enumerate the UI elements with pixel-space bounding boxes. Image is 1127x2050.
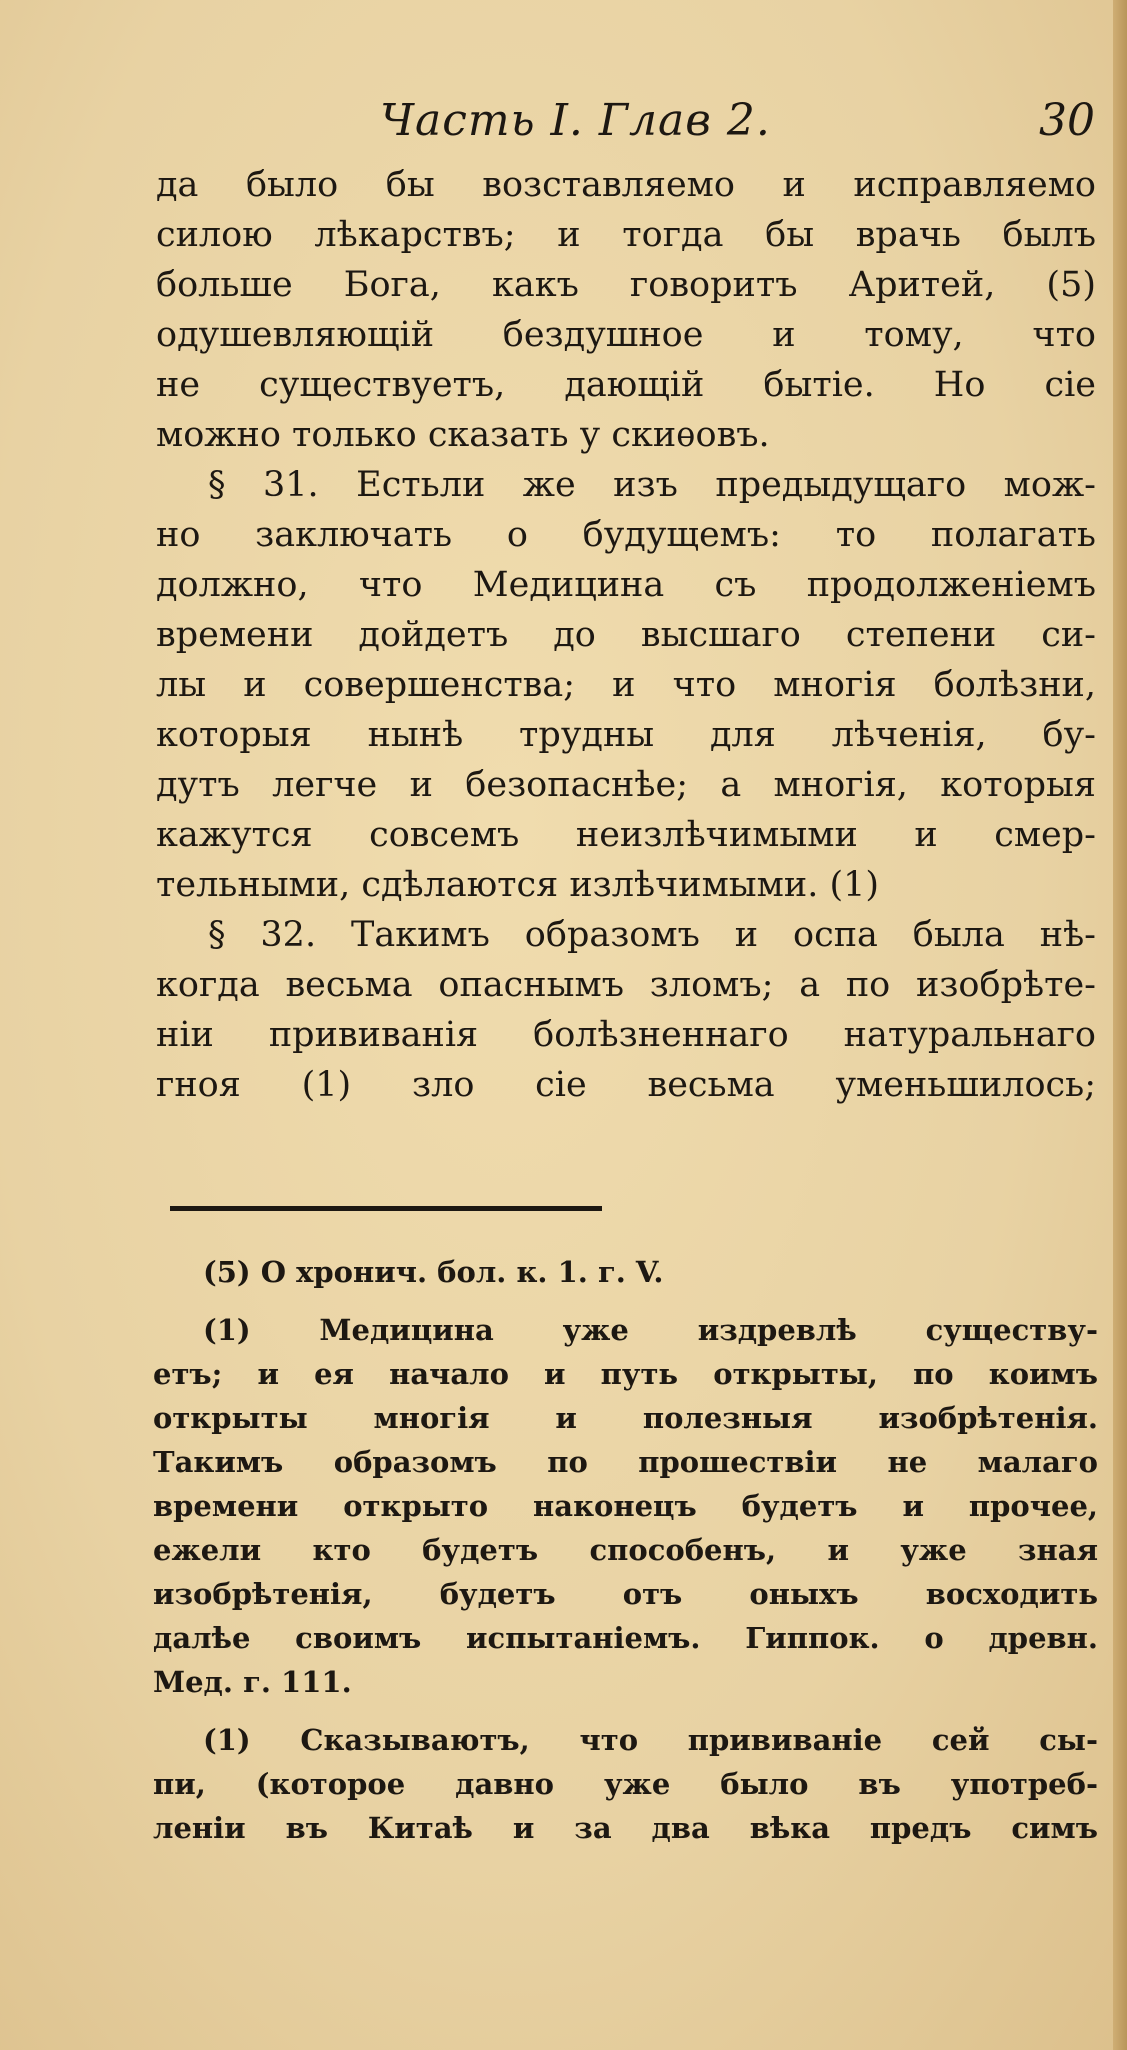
footnote-1b-line: (1) Сказываютъ, что прививаніе сей сы- — [203, 1723, 1098, 1757]
page-edge — [1113, 0, 1127, 2050]
text-line: ніи прививанія болѣзненнаго натуральнаго — [156, 1015, 1096, 1055]
running-header — [380, 95, 1110, 155]
text-line: силою лѣкарствъ; и тогда бы врачь былъ — [156, 215, 1096, 255]
text-line: но заключать о будущемъ: то полагать — [156, 515, 1096, 555]
footnote-1a-line: открыты многія и полезныя изобрѣтенія. — [153, 1401, 1098, 1435]
text-line: тельными, сдѣлаются излѣчимыми. (1) — [156, 865, 880, 905]
text-line: времени дойдетъ до высшаго степени си- — [156, 615, 1096, 655]
section-32-start: § 32. Такимъ образомъ и оспа была нѣ- — [208, 915, 1096, 955]
text-line: кажутся совсемъ неизлѣчимыми и смер- — [156, 815, 1096, 855]
footnote-1b-line: пи, (которое давно уже было въ употреб- — [153, 1767, 1098, 1801]
text-line: лы и совершенства; и что многія болѣзни, — [156, 665, 1096, 705]
text-line: которыя нынѣ трудны для лѣченія, бу- — [156, 715, 1096, 755]
running-title: Часть I. Глав 2. — [380, 95, 771, 146]
footnote-1a-line: времени открыто наконецъ будетъ и прочее, — [153, 1489, 1098, 1523]
footnote-1a-line: Такимъ образомъ по прошествіи не малаго — [153, 1445, 1098, 1479]
page-number: 30 — [1039, 95, 1095, 146]
main-text — [156, 160, 1096, 1110]
text-line: не существуетъ, дающій бытіе. Но сіе — [156, 365, 1096, 405]
text-line: должно, что Медицина съ продолженіемъ — [156, 565, 1096, 605]
text-line: одушевляющій бездушное и тому, что — [156, 315, 1096, 355]
text-line: гноя (1) зло сіе весьма уменьшилось; — [156, 1065, 1096, 1105]
footnote-1b-line: леніи въ Китаѣ и за два вѣка предъ симъ — [153, 1811, 1098, 1845]
footnote-1a-line: далѣе своимъ испытаніемъ. Гиппок. о древн. — [153, 1621, 1098, 1655]
footnotes — [153, 1250, 1098, 1850]
text-line: больше Бога, какъ говоритъ Аритей, (5) — [156, 265, 1096, 305]
text-line: да было бы возставляемо и исправляемо — [156, 165, 1096, 205]
text-line: дутъ легче и безопаснѣе; а многія, которыя — [156, 765, 1096, 805]
footnote-1a-line: Мед. г. 111. — [153, 1665, 352, 1699]
section-31-start: § 31. Естьли же изъ предыдущаго мож- — [208, 465, 1096, 505]
text-line: можно только сказать у скиѳовъ. — [156, 415, 770, 455]
footnote-1a-line: ежели кто будетъ способенъ, и уже зная — [153, 1533, 1098, 1567]
footnote-1a-line: етъ; и ея начало и путь открыты, по коимъ — [153, 1357, 1098, 1391]
footnote-divider — [170, 1206, 602, 1211]
footnote-5: (5) О хронич. бол. к. 1. г. V. — [203, 1255, 664, 1289]
text-line: когда весьма опаснымъ зломъ; а по изобрѣте- — [156, 965, 1096, 1005]
footnote-1a-line: изобрѣтенія, будетъ отъ оныхъ восходить — [153, 1577, 1098, 1611]
footnote-1a-line: (1) Медицина уже издревлѣ существу- — [203, 1313, 1098, 1347]
